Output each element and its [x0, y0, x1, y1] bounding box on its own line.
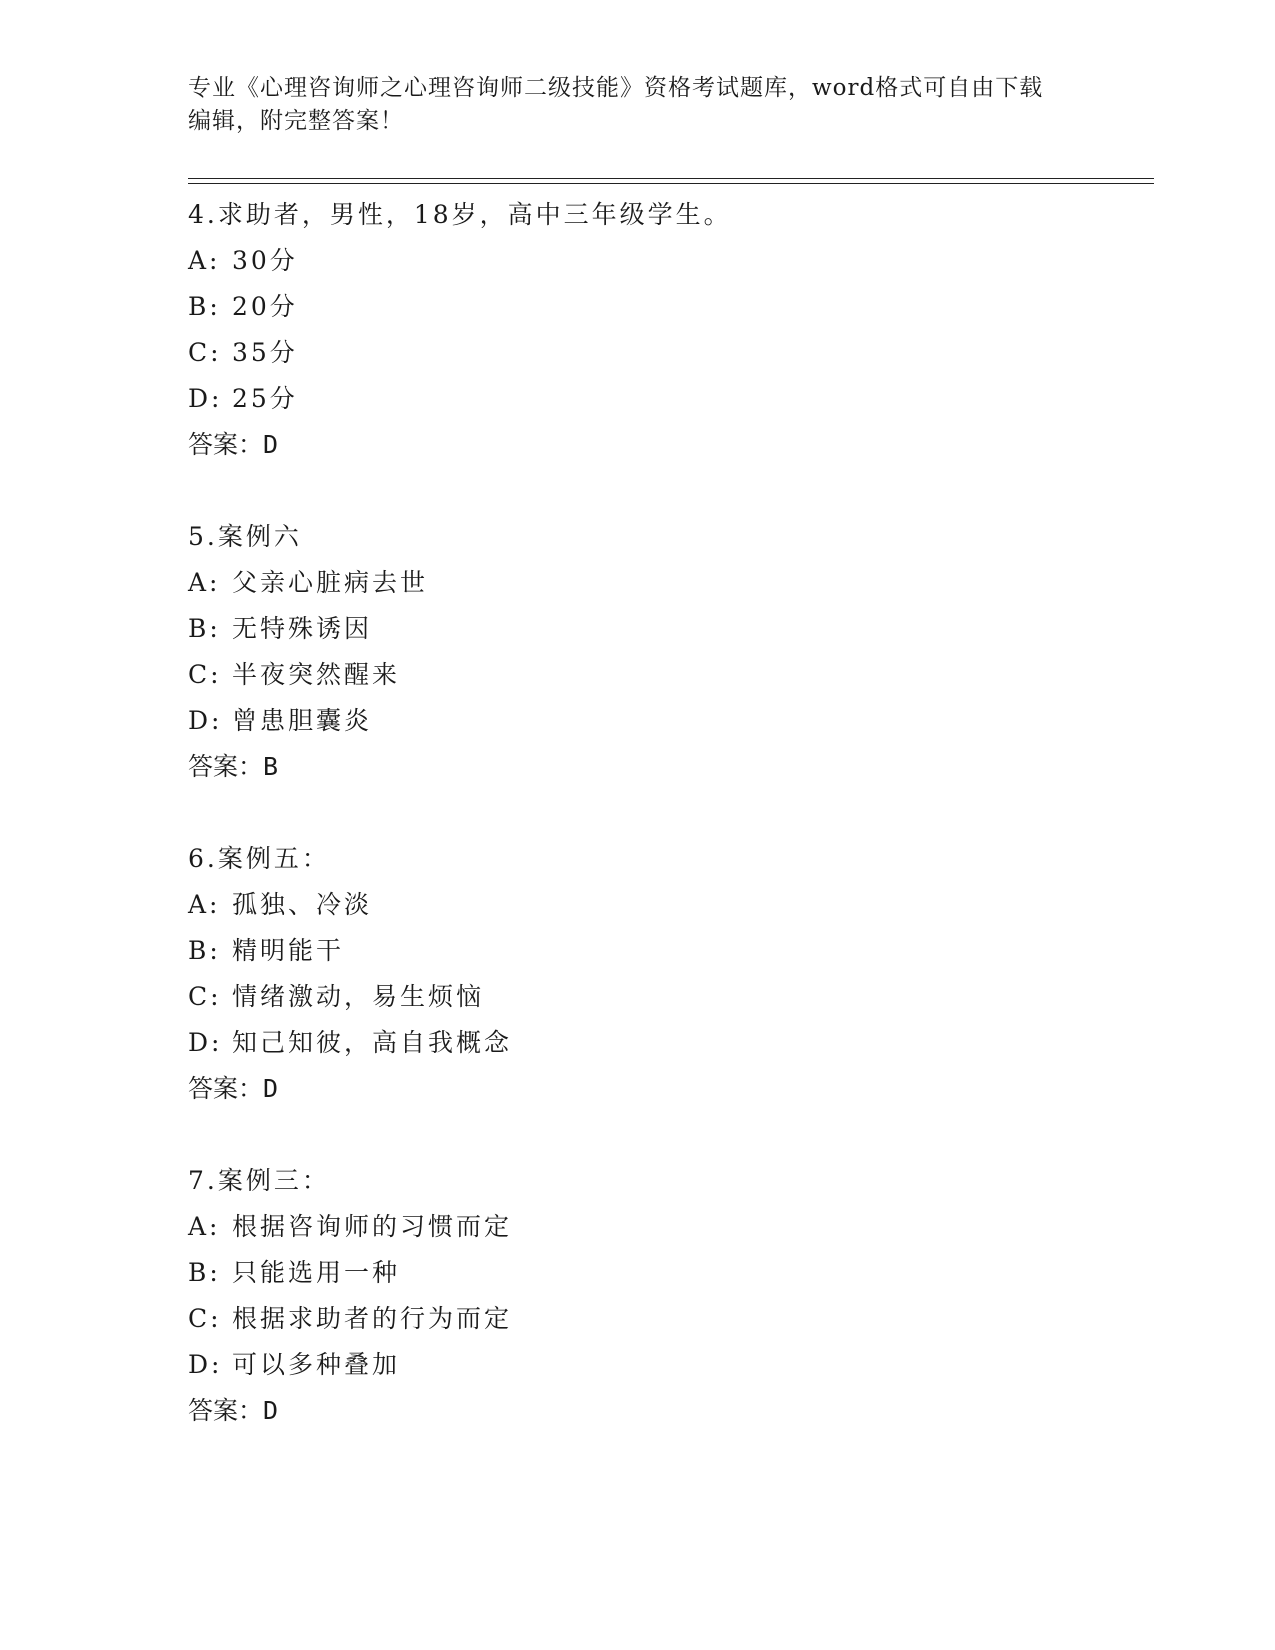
- option-d: [188, 1342, 1154, 1388]
- answer-line: 答案：D: [188, 1396, 279, 1425]
- option-text: 情绪激动，易生烦恼: [232, 982, 485, 1011]
- header-divider-bottom: [188, 183, 1154, 184]
- question-stem: 7.案例三：: [188, 1166, 330, 1195]
- option-d: [188, 1020, 1154, 1066]
- option-text: 25分: [232, 384, 298, 413]
- answer-line: 答案：D: [188, 1074, 279, 1103]
- header-divider-top: [188, 178, 1154, 179]
- option-key: B:: [188, 292, 221, 321]
- option-key: D:: [188, 1350, 223, 1379]
- option-text: 知己知彼，高自我概念: [232, 1028, 513, 1057]
- option-key: C:: [188, 660, 222, 689]
- option-a: [188, 560, 1154, 606]
- header-line-1: 专业《心理咨询师之心理咨询师二级技能》资格考试题库，word格式可自由下载: [188, 75, 1044, 101]
- header-line-2: 编辑，附完整答案！: [188, 108, 404, 134]
- option-key: A:: [188, 1212, 221, 1241]
- question-stem: 6.案例五：: [188, 844, 330, 873]
- option-key: B:: [188, 1258, 221, 1287]
- option-a: [188, 882, 1154, 928]
- option-key: A:: [188, 568, 221, 597]
- option-c: [188, 330, 1154, 376]
- option-text: 根据求助者的行为而定: [232, 1304, 513, 1333]
- option-text: 20分: [232, 292, 298, 321]
- option-c: [188, 974, 1154, 1020]
- question-7: [188, 1158, 1154, 1434]
- option-key: C:: [188, 338, 222, 367]
- option-key: B:: [188, 614, 221, 643]
- question-stem: 4.求助者，男性，18岁，高中三年级学生。: [188, 200, 732, 229]
- option-text: 孤独、冷淡: [232, 890, 373, 919]
- option-key: A:: [188, 246, 221, 275]
- option-a: [188, 1204, 1154, 1250]
- question-6: [188, 836, 1154, 1112]
- option-b: [188, 928, 1154, 974]
- option-text: 35分: [232, 338, 298, 367]
- option-key: C:: [188, 982, 222, 1011]
- option-text: 只能选用一种: [232, 1258, 401, 1287]
- question-5: [188, 514, 1154, 790]
- option-b: [188, 1250, 1154, 1296]
- option-b: [188, 606, 1154, 652]
- option-d: [188, 376, 1154, 422]
- answer-line: 答案：D: [188, 430, 279, 459]
- option-a: [188, 238, 1154, 284]
- option-text: 根据咨询师的习惯而定: [232, 1212, 513, 1241]
- option-key: B:: [188, 936, 221, 965]
- option-c: [188, 652, 1154, 698]
- option-key: A:: [188, 890, 221, 919]
- option-key: D:: [188, 706, 223, 735]
- option-text: 无特殊诱因: [232, 614, 373, 643]
- question-4: [188, 192, 1154, 468]
- option-text: 半夜突然醒来: [232, 660, 401, 689]
- option-text: 父亲心脏病去世: [232, 568, 429, 597]
- option-key: D:: [188, 384, 223, 413]
- document-header: [188, 72, 1088, 138]
- option-key: D:: [188, 1028, 223, 1057]
- answer-line: 答案：B: [188, 752, 279, 781]
- option-b: [188, 284, 1154, 330]
- option-c: [188, 1296, 1154, 1342]
- option-text: 30分: [232, 246, 298, 275]
- option-text: 可以多种叠加: [232, 1350, 401, 1379]
- option-key: C:: [188, 1304, 222, 1333]
- option-d: [188, 698, 1154, 744]
- option-text: 曾患胆囊炎: [232, 706, 373, 735]
- question-list: [188, 192, 1154, 1480]
- question-stem: 5.案例六: [188, 522, 302, 551]
- option-text: 精明能干: [232, 936, 345, 965]
